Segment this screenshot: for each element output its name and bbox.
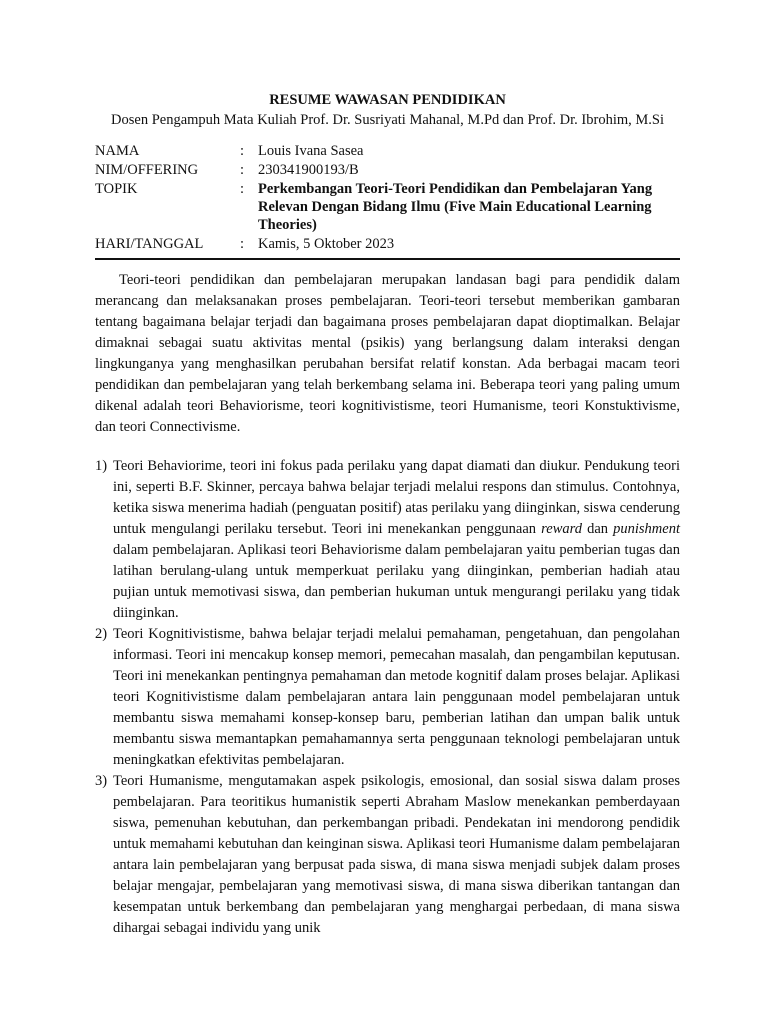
identity-block xyxy=(95,142,680,253)
text-segment: dalam pembelajaran. Aplikasi teori Behaviorisme dalam pembelajaran yaitu pemberian tugas dan latihan berulang-ulang untuk memperkuat perilaku yang diinginkan, pemberian hadiah atau pujian untuk memotivasi siswa, dan pemberian hukuman untuk mengurangi perilaku yang tidak diinginkan. xyxy=(113,542,680,621)
hari-label: HARI/TANGGAL xyxy=(95,236,204,252)
theory-list xyxy=(95,456,680,939)
identity-row-hari xyxy=(95,235,680,253)
list-number: 2) xyxy=(95,626,108,642)
italic-term-punishment: punishment xyxy=(613,521,680,537)
list-item-text xyxy=(113,456,680,624)
identity-row-nim xyxy=(95,161,680,179)
list-item xyxy=(95,624,680,771)
list-item-text: Teori Kognitivistisme, bahwa belajar terjadi melalui pemahaman, pengetahuan, dan pengolahan informasi. Teori ini mencakup konsep memori, pemecahan masalah, dan pengambilan keputusan. Teori ini menekankan pentingnya pemahaman dan metode kognitif dalam proses belajar. Aplikasi teori Kognitivistisme dalam pembelajaran antara lain penggunaan model pembelajaran untuk membantu siswa memahami konsep-konsep baru, pemberian latihan dan umpan balik untuk membantu siswa memantapkan pemahamannya serta penggunaan teknologi pembelajaran untuk meningkatkan efektivitas pembelajaran. xyxy=(113,626,680,768)
list-item-text: Teori Humanisme, mengutamakan aspek psikologis, emosional, dan sosial siswa dalam proses pembelajaran. Para teoritikus humanistik seperti Abraham Maslow menekankan pemberdayaan siswa, pemenuhan kebutuhan, dan perkembangan pribadi. Pendekatan ini mendorong pendidik untuk memahami kebutuhan dan keinginan siswa. Aplikasi teori Humanisme dalam pembelajaran antara lain pembelajaran yang berpusat pada siswa, di mana siswa menjadi subjek dalam proses belajar mengajar, pembelajaran yang memotivasi siswa, di mana siswa diberikan tantangan dan kesempatan untuk berkembang dan pembelajaran yang menghargai perbedaan, di mana siswa dihargai sebagai individu yang unik xyxy=(113,773,680,936)
topik-colon: : xyxy=(240,181,245,197)
header-divider xyxy=(95,258,680,260)
intro-paragraph: Teori-teori pendidikan dan pembelajaran merupakan landasan bagi para pendidik dalam merancang dan melaksanakan proses pembelajaran. Teori-teori tersebut memberikan gambaran tentang bagaimana belajar terjadi dan bagaimana proses pembelajaran dapat dioptimalkan. Belajar dimaknai sebagai suatu aktivitas mental (psikis) yang berlangsung dalam interaksi dengan lingkunganya yang menghasilkan perubahan bersifat relatif konstan. Ada berbagai macam teori pendidikan dan pembelajaran yang telah berkembang selama ini. Beberapa teori yang paling umum dikenal adalah teori Behaviorisme, teori kognitivistisme, teori Humanisme, teori Konstuktivisme, dan teori Connectivisme. xyxy=(95,272,680,435)
text-segment: dan xyxy=(581,521,614,537)
nama-colon: : xyxy=(240,143,245,159)
list-number: 1) xyxy=(95,458,108,474)
hari-value: Kamis, 5 Oktober 2023 xyxy=(258,236,395,252)
topik-label: TOPIK xyxy=(95,181,138,197)
list-item xyxy=(95,771,680,939)
topik-value: Perkembangan Teori-Teori Pendidikan dan Pembelajaran Yang Relevan Dengan Bidang Ilmu (Five Main Educational Learning Theories) xyxy=(258,181,653,233)
list-item xyxy=(95,456,680,624)
nim-colon: : xyxy=(240,162,245,178)
hari-colon: : xyxy=(240,236,245,252)
document-subtitle: Dosen Pengampuh Mata Kuliah Prof. Dr. Susriyati Mahanal, M.Pd dan Prof. Dr. Ibrohim, M.Si xyxy=(111,112,664,128)
identity-row-topik xyxy=(95,180,680,234)
nim-label: NIM/OFFERING xyxy=(95,162,199,178)
text-segment: Teori Behaviorime, teori ini fokus pada perilaku yang dapat diamati dan diukur. Pendukung teori ini, seperti B.F. Skinner, percaya bahwa belajar terjadi melalui respons dan stimulus. Contohnya, ketika siswa menerima hadiah (penguatan positif) atas perilaku yang diinginkan, siswa cenderung untuk mengulangi perilaku tersebut. Teori ini menekankan penggunaan xyxy=(113,458,680,537)
nim-value: 230341900193/B xyxy=(258,162,359,178)
nama-label: NAMA xyxy=(95,143,140,159)
document-title: RESUME WAWASAN PENDIDIKAN xyxy=(269,92,506,108)
italic-term-reward: reward xyxy=(541,521,582,537)
identity-row-nama xyxy=(95,142,680,160)
list-number: 3) xyxy=(95,773,108,789)
document-page xyxy=(95,90,680,939)
nama-value: Louis Ivana Sasea xyxy=(258,143,364,159)
